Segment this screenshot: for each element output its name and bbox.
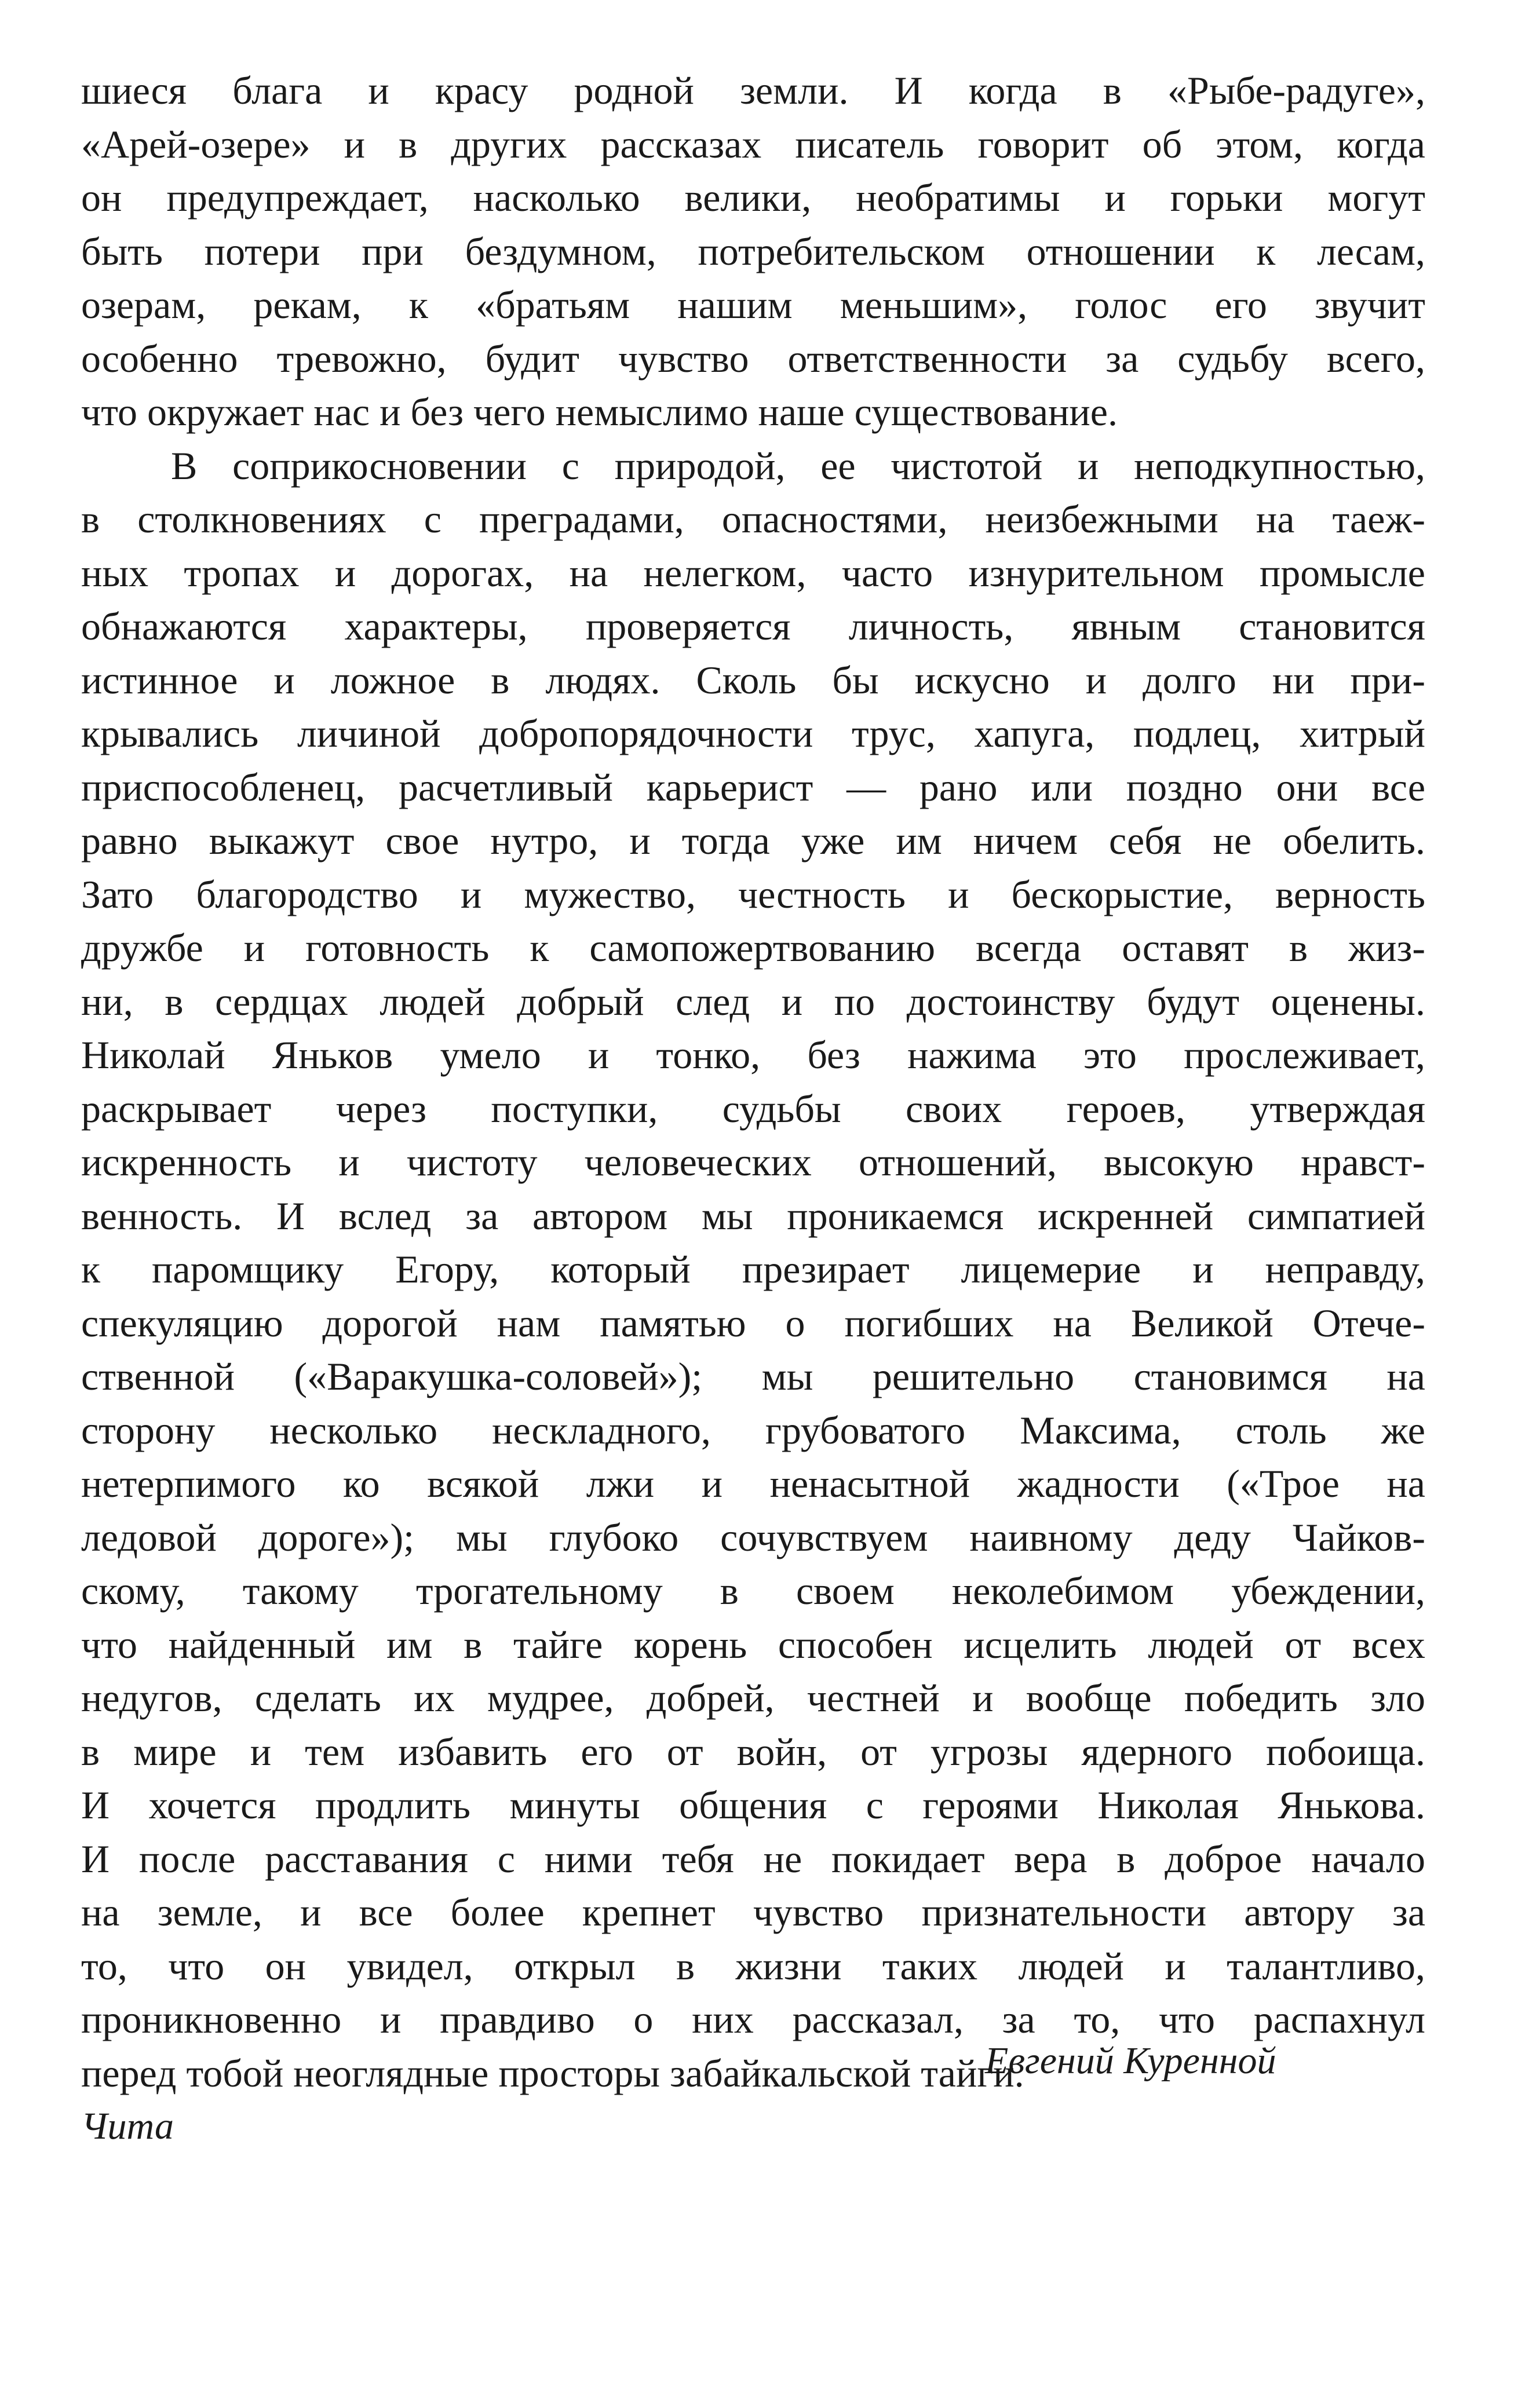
- paragraph-1: [81, 64, 1425, 439]
- text-line: И после расставания с ними тебя не покидает вера в доброе начало: [81, 1836, 1425, 1881]
- text-line: ственной («Варакушка-соловей»); мы решительно становимся на: [81, 1354, 1425, 1398]
- text-line: В соприкосновении с природой, ее чистотой и неподкупностью,: [171, 443, 1425, 488]
- text-line: ледовой дороге»); мы глубоко сочувствуем наивному деду Чайков-: [81, 1515, 1425, 1559]
- text-line: венность. И вслед за автором мы проникаемся искренней симпатией: [81, 1193, 1425, 1238]
- text-line: спекуляцию дорогой нам памятью о погибших на Великой Отече-: [81, 1300, 1425, 1345]
- text-line: крывались личиной добропорядочности трус, хапуга, подлец, хитрый: [81, 711, 1425, 755]
- author-signature: Евгений Куренной: [985, 2040, 1276, 2082]
- text-line: к паромщику Егору, который презирает лицемерие и неправду,: [81, 1247, 1425, 1291]
- text-line: что окружает нас и без чего немыслимо наше существование.: [81, 390, 1118, 434]
- text-line: ных тропах и дорогах, на нелегком, часто изнурительном промысле: [81, 550, 1425, 595]
- text-line: ни, в сердцах людей добрый след и по достоинству будут оценены.: [81, 979, 1425, 1024]
- text-line: недугов, сделать их мудрее, добрей, честней и вообще победить зло: [81, 1676, 1425, 1720]
- text-line: дружбе и готовность к самопожертвованию всегда оставят в жиз-: [81, 926, 1425, 970]
- text-line: быть потери при бездумном, потребительском отношении к лесам,: [81, 229, 1425, 273]
- place-name: Чита: [81, 2105, 174, 2147]
- text-line: перед тобой неоглядные просторы забайкальской тайги.: [81, 2051, 1024, 2095]
- text-line: в мире и тем избавить его от войн, от угрозы ядерного побоища.: [81, 1729, 1425, 1774]
- text-line: обнажаются характеры, проверяется личность, явным становится: [81, 604, 1425, 648]
- text-line: раскрывает через поступки, судьбы своих героев, утверждая: [81, 1086, 1425, 1131]
- text-line: проникновенно и правдиво о них рассказал, за то, что распахнул: [81, 1997, 1425, 2041]
- text-line: скому, такому трогательному в своем неколебимом убеждении,: [81, 1569, 1425, 1613]
- text-line: Николай Яньков умело и тонко, без нажима это прослеживает,: [81, 1033, 1425, 1077]
- paragraph-2: [81, 439, 1425, 2100]
- text-line: он предупреждает, насколько велики, необратимы и горьки могут: [81, 176, 1425, 220]
- text-line: особенно тревожно, будит чувство ответственности за судьбу всего,: [81, 336, 1425, 381]
- text-line: И хочется продлить минуты общения с героями Николая Янькова.: [81, 1783, 1425, 1827]
- text-line: сторону несколько нескладного, грубоватого Максима, столь же: [81, 1408, 1425, 1452]
- text-line: Зато благородство и мужество, честность и бескорыстие, верность: [81, 872, 1425, 916]
- text-line: приспособленец, расчетливый карьерист — рано или поздно они все: [81, 765, 1425, 809]
- text-line: «Арей-озере» и в других рассказах писатель говорит об этом, когда: [81, 122, 1425, 166]
- text-line: в столкновениях с преградами, опасностями, неизбежными на таеж-: [81, 497, 1425, 541]
- text-line: то, что он увидел, открыл в жизни таких людей и талантливо,: [81, 1943, 1425, 1988]
- text-line: искренность и чистоту человеческих отношений, высокую нравст-: [81, 1140, 1425, 1184]
- text-line: шиеся блага и красу родной земли. И когда в «Рыбе-радуге»,: [81, 68, 1425, 112]
- text-line: на земле, и все более крепнет чувство признательности автору за: [81, 1890, 1425, 1934]
- article-page: [81, 64, 1425, 2154]
- text-line: равно выкажут свое нутро, и тогда уже им ничем себя не обелить.: [81, 818, 1425, 863]
- text-line: истинное и ложное в людях. Сколь бы искусно и долго ни при-: [81, 657, 1425, 702]
- text-line: что найденный им в тайге корень способен исцелить людей от всех: [81, 1622, 1425, 1667]
- text-line: нетерпимого ко всякой лжи и ненасытной жадности («Трое на: [81, 1461, 1425, 1506]
- text-line: озерам, рекам, к «братьям нашим меньшим», голос его звучит: [81, 283, 1425, 327]
